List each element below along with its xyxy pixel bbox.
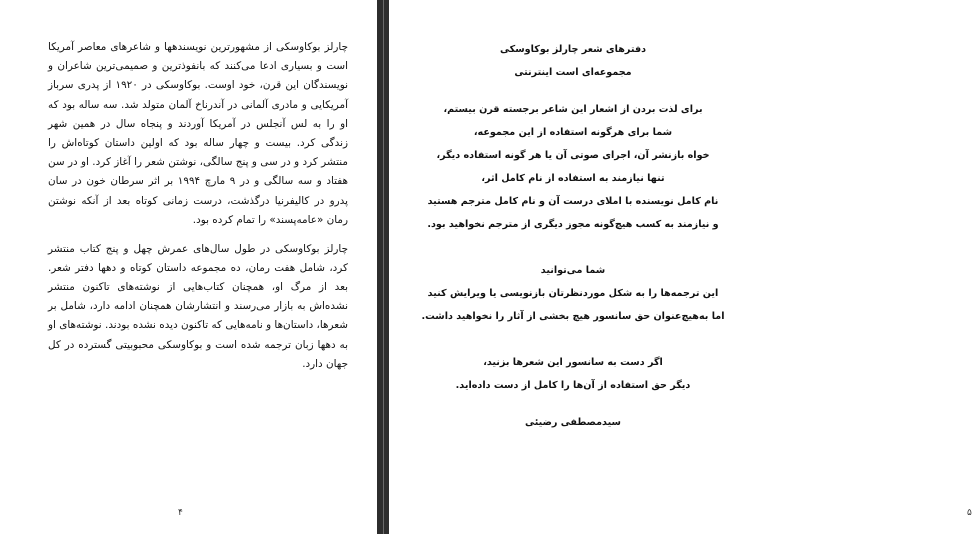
notice-line: خواه بازنشر آن، اجرای صوتی آن یا هر گونه استفاده دیگر، (436, 150, 710, 161)
notice-line: برای لذت بردن از اشعار این شاعر برجسته قرن بیستم، (443, 104, 703, 115)
notice-title: دفترهای شعر چارلز بوکاوسکی (499, 44, 647, 55)
page-number-left: ۴ (178, 508, 183, 518)
biography-paragraph-2: چارلز بوکاوسکی در طول سال‌های عمرش چهل و پنج کتاب منتشر کرد، شامل هفت رمان، ده مجموعه داستان کوتاه و دهها دفتر شعر. بعد از مرگ او، همچنان کتاب‌هایی از نوشته‌های تاکنون منتشر نشده‌اش به بازار می‌رسند و انتشارشان همچنان ادامه دارد، شامل بر شعرها، داستان‌ها و نامه‌هایی که تاکنون دیده نشده بودند. نوشته‌های او به دهها زبان ترجمه شده است و بوکاوسکی محبوبیتی گسترده در کل جهان دارد. (48, 242, 348, 370)
spine-divider (383, 0, 384, 534)
left-page (0, 0, 377, 534)
notice-line: دیگر حق استفاده از آن‌ها را کامل از دست داده‌اید. (455, 380, 691, 391)
biography-paragraph-1: چارلز بوکاوسکی از مشهورترین نویسندهها و شاعرهای معاصر آمریکا است و بسیاری ادعا می‌کنند که بانفوذترین و صمیمی‌ترین شاعران و نویسندگان این قرن، خود اوست. بوکاوسکی در ۱۹۲۰ از پدری سرباز آمریکایی و مادری آلمانی در آندرناخ آلمان متولد شد. سه ساله بود که او را به لس آنجلس در آمریکا آوردند و پنجاه سال در همین شهر زندگی کرد. بیست و چهار ساله بود که اولین داستان کوتاه‌اش را منتشر کرد و در سی و پنج سالگی، نوشتن شعر را آغاز کرد. او در سن هفتاد و سه سالگی و در ۹ مارچ ۱۹۹۴ بر اثر سرطان خون در سان پدرو در کالیفرنیا درگذشت، درست زمانی کوتاه بعد از آنکه نوشتن رمان «عامه‌پسند» را تمام کرده بود. (48, 41, 349, 226)
notice-line: و نیازمند به کسب هیچ‌گونه مجوز دیگری از مترجم نخواهید بود. (427, 219, 719, 230)
biography-text (48, 38, 348, 374)
notice-line: اما به‌هیچ‌عنوان حق سانسور هیچ بخشی از آثار را نخواهید داشت. (421, 311, 725, 322)
notice-line: مجموعه‌ای است اینترنتی (514, 67, 632, 78)
notice-line: شما برای هرگونه استفاده از این مجموعه، (473, 127, 673, 138)
notice-line: تنها نیازمند به استفاده از نام کامل اثر، (481, 173, 665, 184)
translator-signature: سیدمصطفی رضیئی (525, 417, 621, 428)
page-number-right: ۵ (967, 508, 972, 518)
notice-text (402, 38, 744, 434)
notice-line: شما می‌توانید (540, 265, 606, 276)
notice-line: نام کامل نویسنده با املای درست آن و نام کامل مترجم هستید (427, 196, 719, 207)
notice-line: این ترجمه‌ها را به شکل موردنظرتان بازنویسی یا ویرایش کنید (427, 288, 719, 299)
notice-line: اگر دست به سانسور این شعرها بزنید، (483, 357, 663, 368)
